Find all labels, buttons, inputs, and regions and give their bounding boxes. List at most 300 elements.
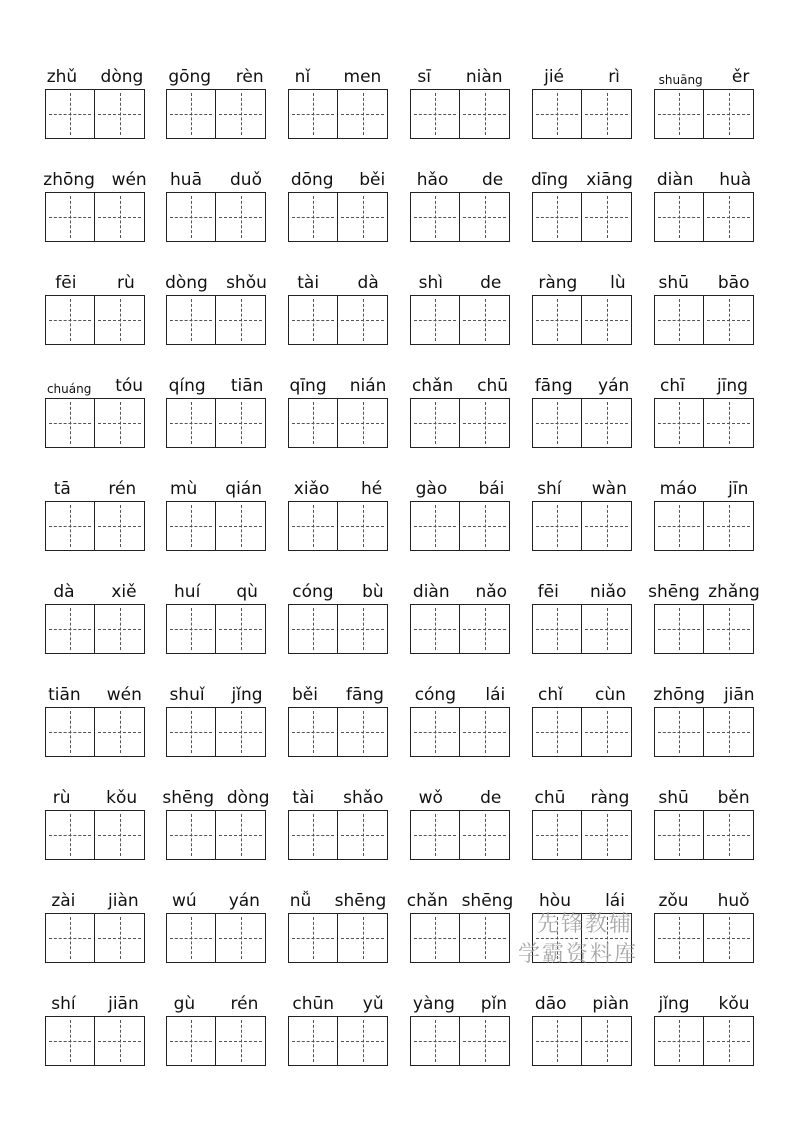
writing-boxes [166, 398, 266, 448]
pinyin-label [278, 63, 398, 87]
pinyin-syllable: rù [116, 273, 135, 293]
pinyin-syllable: dòng [100, 67, 144, 87]
tianzige-cell[interactable] [166, 192, 216, 242]
tianzige-cell[interactable] [460, 192, 510, 242]
pinyin-syllable: zài [51, 891, 76, 911]
word-item [288, 475, 388, 565]
word-item [288, 887, 388, 977]
tianzige-cell[interactable] [460, 295, 510, 345]
pinyin-label [278, 990, 398, 1014]
writing-boxes [288, 89, 388, 139]
tianzige-cell[interactable] [338, 810, 388, 860]
writing-boxes [288, 398, 388, 448]
tianzige-cell[interactable] [338, 913, 388, 963]
tianzige-cell[interactable] [288, 295, 338, 345]
writing-boxes [166, 604, 266, 654]
tianzige-cell[interactable] [582, 398, 632, 448]
word-item [532, 578, 632, 668]
pinyin-syllable: pǐn [480, 994, 508, 1014]
tianzige-cell[interactable] [216, 192, 266, 242]
tianzige-cell[interactable] [95, 1016, 145, 1066]
writing-boxes [654, 295, 754, 345]
tianzige-cell[interactable] [532, 89, 582, 139]
tianzige-cell[interactable] [460, 1016, 510, 1066]
pinyin-label [400, 784, 520, 808]
tianzige-cell[interactable] [654, 1016, 704, 1066]
pinyin-syllable: cóng [414, 685, 457, 705]
tianzige-cell[interactable] [45, 604, 95, 654]
tianzige-cell[interactable] [654, 192, 704, 242]
tianzige-cell[interactable] [338, 89, 388, 139]
word-item [654, 990, 754, 1080]
tianzige-cell[interactable] [166, 604, 216, 654]
tianzige-cell[interactable] [704, 1016, 754, 1066]
watermark-line-1: 先锋教辅 [536, 912, 633, 937]
tianzige-cell[interactable] [95, 913, 145, 963]
tianzige-cell[interactable] [532, 810, 582, 860]
pinyin-syllable: nǎo [475, 582, 508, 602]
tianzige-cell[interactable] [45, 707, 95, 757]
pinyin-syllable: jīng [716, 376, 748, 396]
tianzige-cell[interactable] [288, 398, 338, 448]
pinyin-syllable: tóu [115, 376, 144, 396]
word-item [654, 166, 754, 256]
writing-boxes [532, 810, 632, 860]
pinyin-syllable: běi [292, 685, 318, 705]
word-item [532, 784, 632, 874]
tianzige-cell[interactable] [654, 913, 704, 963]
tianzige-cell[interactable] [582, 604, 632, 654]
tianzige-cell[interactable] [582, 1016, 632, 1066]
tianzige-cell[interactable] [654, 398, 704, 448]
word-item [45, 784, 145, 874]
pinyin-syllable: jiān [723, 685, 755, 705]
pinyin-syllable: tā [53, 479, 71, 499]
pinyin-label [156, 990, 276, 1014]
tianzige-cell[interactable] [216, 1016, 266, 1066]
tianzige-cell[interactable] [95, 295, 145, 345]
word-item [410, 578, 510, 668]
tianzige-cell[interactable] [95, 707, 145, 757]
pinyin-syllable: qián [225, 479, 263, 499]
pinyin-syllable: huà [719, 170, 752, 190]
writing-boxes [166, 707, 266, 757]
tianzige-cell[interactable] [338, 1016, 388, 1066]
writing-boxes [45, 192, 145, 242]
pinyin-syllable: cóng [292, 582, 334, 602]
writing-boxes [410, 501, 510, 551]
pinyin-syllable: qīng [289, 376, 327, 396]
tianzige-cell[interactable] [288, 1016, 338, 1066]
word-item [288, 372, 388, 462]
writing-boxes [654, 1016, 754, 1066]
tianzige-cell[interactable] [410, 707, 460, 757]
pinyin-label [35, 990, 155, 1014]
pinyin-syllable: tiān [230, 376, 264, 396]
tianzige-cell[interactable] [410, 192, 460, 242]
tianzige-cell[interactable] [216, 913, 266, 963]
word-item [532, 372, 632, 462]
tianzige-cell[interactable] [338, 604, 388, 654]
tianzige-cell[interactable] [288, 810, 338, 860]
pinyin-syllable: chǎn [406, 891, 449, 911]
tianzige-cell[interactable] [704, 604, 754, 654]
writing-boxes [166, 89, 266, 139]
tianzige-cell[interactable] [338, 398, 388, 448]
word-item [410, 166, 510, 256]
word-item [166, 372, 266, 462]
tianzige-cell[interactable] [166, 810, 216, 860]
pinyin-syllable: wàn [591, 479, 627, 499]
pinyin-syllable: mù [169, 479, 198, 499]
pinyin-syllable: shǒu [226, 273, 267, 293]
tianzige-cell[interactable] [460, 501, 510, 551]
pinyin-syllable: shuāng [658, 73, 703, 87]
pinyin-label [278, 372, 398, 396]
pinyin-syllable: fēi [55, 273, 77, 293]
writing-boxes [45, 604, 145, 654]
pinyin-syllable: rì [608, 67, 620, 87]
pinyin-syllable: wú [172, 891, 197, 911]
pinyin-syllable: jiàn [108, 891, 139, 911]
tianzige-cell[interactable] [410, 89, 460, 139]
word-item [288, 269, 388, 359]
pinyin-syllable: jīn [728, 479, 749, 499]
pinyin-syllable: fēi [537, 582, 559, 602]
tianzige-cell[interactable] [166, 1016, 216, 1066]
pinyin-label [156, 578, 276, 602]
pinyin-syllable: lái [485, 685, 506, 705]
tianzige-cell[interactable] [216, 707, 266, 757]
writing-boxes [166, 501, 266, 551]
pinyin-syllable: běi [359, 170, 386, 190]
pinyin-syllable: shēng [162, 788, 215, 808]
writing-boxes [166, 192, 266, 242]
pinyin-syllable: nián [349, 376, 387, 396]
writing-boxes [654, 192, 754, 242]
tianzige-cell[interactable] [45, 913, 95, 963]
tianzige-cell[interactable] [338, 501, 388, 551]
pinyin-syllable: lù [610, 273, 626, 293]
pinyin-syllable: huí [174, 582, 201, 602]
tianzige-cell[interactable] [166, 501, 216, 551]
pinyin-label [400, 681, 520, 705]
pinyin-syllable: rèn [235, 67, 264, 87]
pinyin-syllable: jié [544, 67, 564, 87]
pinyin-syllable: chūn [292, 994, 335, 1014]
pinyin-syllable: huǒ [717, 891, 750, 911]
word-item [410, 990, 510, 1080]
tianzige-cell[interactable] [460, 810, 510, 860]
tianzige-cell[interactable] [216, 501, 266, 551]
tianzige-cell[interactable] [460, 89, 510, 139]
tianzige-cell[interactable] [460, 398, 510, 448]
pinyin-label [522, 166, 642, 190]
pinyin-label [278, 269, 398, 293]
pinyin-syllable: de [481, 170, 504, 190]
pinyin-label [522, 887, 642, 911]
tianzige-cell[interactable] [582, 707, 632, 757]
word-item [162, 784, 270, 874]
pinyin-syllable: chǎn [411, 376, 454, 396]
writing-boxes [532, 398, 632, 448]
pinyin-label [644, 63, 764, 87]
pinyin-label [35, 784, 155, 808]
writing-boxes [654, 707, 754, 757]
writing-boxes [410, 398, 510, 448]
writing-boxes [532, 192, 632, 242]
tianzige-cell[interactable] [410, 604, 460, 654]
pinyin-label [35, 887, 155, 911]
tianzige-cell[interactable] [166, 913, 216, 963]
tianzige-cell[interactable] [654, 810, 704, 860]
pinyin-syllable: sī [417, 67, 432, 87]
tianzige-cell[interactable] [45, 398, 95, 448]
tianzige-cell[interactable] [532, 707, 582, 757]
tianzige-cell[interactable] [288, 913, 338, 963]
pinyin-label [644, 269, 764, 293]
tianzige-cell[interactable] [704, 707, 754, 757]
word-item [410, 63, 510, 153]
pinyin-label [522, 990, 642, 1014]
pinyin-syllable: jiān [108, 994, 139, 1014]
tianzige-cell[interactable] [654, 707, 704, 757]
word-item [45, 475, 145, 565]
tianzige-cell[interactable] [288, 604, 338, 654]
pinyin-label [400, 578, 520, 602]
pinyin-label [156, 784, 276, 808]
tianzige-cell[interactable] [166, 398, 216, 448]
pinyin-syllable: huā [170, 170, 202, 190]
tianzige-cell[interactable] [95, 810, 145, 860]
writing-boxes [654, 604, 754, 654]
word-item [166, 681, 266, 771]
pinyin-label [156, 372, 276, 396]
tianzige-cell[interactable] [654, 295, 704, 345]
writing-boxes [654, 89, 754, 139]
tianzige-cell[interactable] [654, 89, 704, 139]
writing-boxes [532, 295, 632, 345]
pinyin-label [35, 166, 155, 190]
pinyin-label [522, 578, 642, 602]
writing-boxes [410, 295, 510, 345]
tianzige-cell[interactable] [410, 1016, 460, 1066]
word-item [532, 166, 632, 256]
writing-boxes [532, 501, 632, 551]
word-item [410, 681, 510, 771]
writing-boxes [288, 810, 388, 860]
pinyin-syllable: de [480, 273, 502, 293]
writing-boxes [654, 398, 754, 448]
tianzige-cell[interactable] [532, 604, 582, 654]
tianzige-cell[interactable] [704, 913, 754, 963]
pinyin-syllable: gù [173, 994, 196, 1014]
watermark [503, 910, 653, 970]
pinyin-label [35, 269, 155, 293]
writing-boxes [288, 1016, 388, 1066]
tianzige-cell[interactable] [338, 707, 388, 757]
word-item [654, 475, 754, 565]
tianzige-cell[interactable] [288, 707, 338, 757]
tianzige-cell[interactable] [410, 810, 460, 860]
pinyin-syllable: chū [534, 788, 566, 808]
pinyin-syllable: diàn [656, 170, 694, 190]
tianzige-cell[interactable] [532, 1016, 582, 1066]
tianzige-cell[interactable] [288, 501, 338, 551]
writing-boxes [654, 501, 754, 551]
tianzige-cell[interactable] [582, 295, 632, 345]
writing-boxes [410, 913, 510, 963]
pinyin-label [35, 681, 155, 705]
tianzige-cell[interactable] [95, 398, 145, 448]
pinyin-label [278, 578, 398, 602]
pinyin-label [644, 475, 764, 499]
writing-boxes [288, 295, 388, 345]
tianzige-cell[interactable] [532, 295, 582, 345]
tianzige-cell[interactable] [216, 810, 266, 860]
word-item [166, 578, 266, 668]
tianzige-cell[interactable] [704, 398, 754, 448]
tianzige-cell[interactable] [45, 810, 95, 860]
tianzige-cell[interactable] [410, 913, 460, 963]
pinyin-syllable: shēng [334, 891, 387, 911]
writing-boxes [410, 707, 510, 757]
pinyin-syllable: shí [537, 479, 562, 499]
tianzige-cell[interactable] [532, 398, 582, 448]
pinyin-label [278, 887, 398, 911]
tianzige-cell[interactable] [582, 89, 632, 139]
pinyin-label [644, 372, 764, 396]
word-item [532, 681, 632, 771]
pinyin-syllable: niàn [465, 67, 503, 87]
tianzige-cell[interactable] [582, 192, 632, 242]
pinyin-label [156, 681, 276, 705]
tianzige-cell[interactable] [288, 192, 338, 242]
tianzige-cell[interactable] [704, 295, 754, 345]
writing-boxes [45, 707, 145, 757]
tianzige-cell[interactable] [45, 1016, 95, 1066]
tianzige-cell[interactable] [166, 295, 216, 345]
tianzige-cell[interactable] [460, 604, 510, 654]
tianzige-cell[interactable] [704, 192, 754, 242]
pinyin-syllable: kǒu [106, 788, 138, 808]
pinyin-syllable: fāng [346, 685, 384, 705]
tianzige-cell[interactable] [410, 501, 460, 551]
tianzige-cell[interactable] [166, 89, 216, 139]
writing-boxes [45, 913, 145, 963]
pinyin-syllable: hǎo [416, 170, 449, 190]
writing-boxes [532, 1016, 632, 1066]
tianzige-cell[interactable] [338, 192, 388, 242]
tianzige-cell[interactable] [45, 501, 95, 551]
tianzige-cell[interactable] [216, 89, 266, 139]
pinyin-syllable: tiān [48, 685, 81, 705]
pinyin-label [400, 887, 520, 911]
tianzige-cell[interactable] [410, 295, 460, 345]
pinyin-syllable: bái [478, 479, 505, 499]
pinyin-syllable: máo [659, 479, 697, 499]
tianzige-cell[interactable] [704, 89, 754, 139]
writing-boxes [532, 89, 632, 139]
pinyin-syllable: chū [477, 376, 509, 396]
pinyin-syllable: zhǎng [708, 582, 760, 602]
tianzige-cell[interactable] [166, 707, 216, 757]
pinyin-label [644, 990, 764, 1014]
writing-boxes [410, 192, 510, 242]
pinyin-label [400, 166, 520, 190]
tianzige-cell[interactable] [95, 192, 145, 242]
tianzige-cell[interactable] [532, 501, 582, 551]
tianzige-cell[interactable] [338, 295, 388, 345]
tianzige-cell[interactable] [654, 501, 704, 551]
tianzige-cell[interactable] [410, 398, 460, 448]
pinyin-syllable: rén [108, 479, 137, 499]
tianzige-cell[interactable] [216, 604, 266, 654]
word-item [166, 887, 266, 977]
pinyin-syllable: shuǐ [169, 685, 205, 705]
tianzige-cell[interactable] [654, 604, 704, 654]
pinyin-syllable: ràng [590, 788, 630, 808]
pinyin-label [644, 578, 764, 602]
writing-boxes [288, 192, 388, 242]
pinyin-syllable: kǒu [718, 994, 750, 1014]
tianzige-cell[interactable] [704, 810, 754, 860]
pinyin-syllable: shì [418, 273, 443, 293]
writing-boxes [654, 913, 754, 963]
tianzige-cell[interactable] [582, 810, 632, 860]
pinyin-label [522, 784, 642, 808]
tianzige-cell[interactable] [216, 295, 266, 345]
pinyin-label [156, 63, 276, 87]
tianzige-cell[interactable] [532, 192, 582, 242]
pinyin-label [278, 681, 398, 705]
word-item [410, 372, 510, 462]
pinyin-syllable: nǐ [294, 67, 311, 87]
watermark-line-2: 学霸资料库 [517, 942, 638, 967]
pinyin-label [35, 578, 155, 602]
word-item [45, 990, 145, 1080]
pinyin-syllable: cùn [595, 685, 626, 705]
pinyin-label [400, 63, 520, 87]
tianzige-cell[interactable] [460, 707, 510, 757]
writing-boxes [410, 604, 510, 654]
word-item [166, 475, 266, 565]
pinyin-label [522, 681, 642, 705]
word-item [288, 784, 388, 874]
tianzige-cell[interactable] [45, 295, 95, 345]
tianzige-cell[interactable] [95, 89, 145, 139]
tianzige-cell[interactable] [95, 604, 145, 654]
word-item [166, 166, 266, 256]
tianzige-cell[interactable] [704, 501, 754, 551]
tianzige-cell[interactable] [216, 398, 266, 448]
word-item [532, 475, 632, 565]
tianzige-cell[interactable] [95, 501, 145, 551]
pinyin-syllable: tài [292, 788, 315, 808]
pinyin-syllable: wén [106, 685, 142, 705]
tianzige-cell[interactable] [45, 89, 95, 139]
word-item [288, 63, 388, 153]
pinyin-syllable: wén [111, 170, 147, 190]
pinyin-syllable: wǒ [418, 788, 443, 808]
tianzige-cell[interactable] [288, 89, 338, 139]
tianzige-cell[interactable] [582, 501, 632, 551]
pinyin-syllable: yán [228, 891, 260, 911]
tianzige-cell[interactable] [45, 192, 95, 242]
pinyin-label [400, 990, 520, 1014]
pinyin-syllable: bāo [717, 273, 750, 293]
pinyin-syllable: zhǔ [46, 67, 78, 87]
